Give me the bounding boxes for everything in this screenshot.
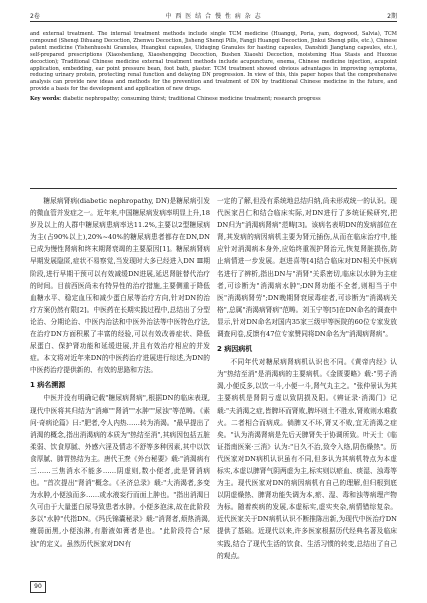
etiology-paragraph: 不同年代对糖尿病肾病机认识也不同。《黄帝内经》认为"热结至消"是消渴病的主要病机。《金匮要略》载:"男子消渴,小便反多,以饮一斗,小便一斗,肾气丸主之。"张仲景认为其主要病机是肾阴亏虚以致阴损及阳。《辨证录·消渴门》记载:"夫消渴之症,皆脾坏而肾败,脾坏则土不胜水,肾败则水难救火。二者相合而病成。倘脾又不坏,肾又不败,宜无消渴之症矣。"认为消渴肾病是先后天脾肾失于协调所致。叶天士《临证指南医案·三消》认为:"日久不治,致令入络,阴伤燥热"。历代医家对DN病机认识虽有不同,但多认为其病机特点为本虚标实,本虚以脾肾气阴两虚为主,标实则以瘀血、痰湿、浊毒等为主。现代医家对DN的病因病机有自己的理解,但归根到底以阴虚燥热、脾肾功能失调为本,瘀、湿、毒和浊等病理产物为标。随着疾病的发展,本虚标实,虚实夹杂,病情错综复杂。近代医家关于DN病机认识不断推陈出新,为现代中医治疗DN提供了基础。近现代以来,许多医家根据历代经典名著及临床实践,结合了现代生活的饮食、生活习惯的转变,总结出了自己的观点。 <box>217 358 397 560</box>
section-rule <box>30 188 397 189</box>
left-column <box>30 195 210 550</box>
intro-paragraph: 糖尿病肾病(diabetic nephropathy, DN)是糖尿病引发的微血管并发症之一。近年来,中国糖尿病发病率明显上升,18岁及以上的人群中糖尿病患病率达11.2%,主要以2型糖尿病为主(占90%以上),20%~40%的糖尿病患者都存在DN,DN已成为慢性肾病和终末期肾衰竭的主要原因[1]。糖尿病肾病早期发展隐匿,症状不易察觉,当发现时大多已经进入DN Ⅲ期阶段,进行早期干预可以有效减缓DN进展,延迟肾脏替代治疗的时间。目前西医尚未有特异性的治疗措施,主要侧重于降低血糖水平、稳定血压和减少蛋白尿等治疗方向,针对DN的治疗方案仍然有限[2]。中医药在长期实践过程中,总结出了分型论治、分期论治、中医内治法和中医外治法等中医特色疗法,在治疗DN方面积累了丰富的经验,可以有效改善症状、降低尿蛋白、保护肾功能和延缓进展,并且有效治疗相应的并发症。本文将对近年来DN的中医药治疗进展进行综述,为DN的中医药治疗提供新的、有效的思路和方法。 <box>30 197 210 375</box>
abstract-body: and external treatment. The internal treatment methods include single TCM medicine (Huangqi, Poria, yam, dogwood, Salvia), TCM compound (Shenqi Dihuang Decoction, Zhenwu Decoction, Jisheng Shenqi Pills, Fangji Huangqi Decoction, Jinkui Shenqi pills, etc.), Chinese patent medicine (Yishenhuoshi Granules, Huangkui capsules, Uiduqing Granules for hasting capsules, Danshidi Jiangtang capsules, etc.), self-prepared prescriptions (Xiaoshenfang, Xiaoshengqing Decoction, Bushen Xiaoshi Decoction, moistening Hua Stasis and Huoxue decoction); Traditional Chinese medicine external treatment methods include acupuncture, enema, Chinese medicine injection, acupoint application, embedding, ear point pressure bean, foot bath, plaster. TCM treatment showed obvious advantages in improving symptoms, reducing urinary protein, protecting renal function and delaying DN progression. In view of this, this paper hopes that the comprehensive analysis can provide new ideas and methods for the prevention and treatment of DN by traditional Chinese medicine in the future, and provide a basis for the development and application of new drugs. <box>30 31 397 93</box>
right-column <box>217 195 397 562</box>
header-volume: 2卷 <box>30 13 40 20</box>
english-abstract <box>30 31 397 103</box>
section-heading-etiology: 2 病因病机 <box>217 345 253 354</box>
keywords-line <box>30 96 397 103</box>
header-issue: 2期 <box>387 13 397 20</box>
name-origin-paragraph: 中医并没有明确记载"糖尿病肾病",根据DN的临床表现,现代中医将其归结为"消瘅""肾消""水肿""尿浊"等范畴。《素问·奇病论篇》曰:"肥者,令人内热……转为消渴。"最早提出了消渴的概念,指出消渴病的本质为"热结至消",其病因包括五脏柔弱、饮食厚腻、外感六淫及情志不舒等多种因素,其中以饮食厚腻、肺胃热结为主。唐代王焘《外台秘要》载:"消渴病有三……三焦消水不能多……阴虚则,数小便者,此是肾消病也。"首次提出"肾消"概念。《圣济总录》载:"大消渴者,多变为水肿,小便浊而多……或水液妄行而面上肿也。"指出消渴日久可由于大量蛋白尿导致患者水肿。小便多泡沫,故在此阶段多以"水肿"代指DN。《玛氏锦囊秘录》载:"消肾者,烦热消渴,瘦弱面黑,小便浊淋,有脂液如膏者是也。"此阶段符合"尿浊"的定义。虽然历代医家对DN有 <box>30 394 210 548</box>
continued-paragraph: 一定的了解,但没有系统地总结归纳,尚未形成统一的认识。现代医家吕仁和结合临床实际,对DN进行了多统证候研究,把DN归为"消渴病肾病"范畴[3]。该病名表明DN的发病部位在肾,其发病的病因病机主要为肾元插伤,从而在临床治疗中,能应针对消渴病本身外,应始终重视护肾治元,恢复肾脏损伤,防止病情进一步发展。赵进喜等[4]结合临床对DN相关中医病名进行了辨析,指出DN与"消肾"关系密切,临床以水肿为主症者,可诊断为"消渴病水肿";DN肾功能不全者,则相当于中医"消渴病肾劳";DN晚期肾衰尿毒症者,可诊断为"消渴病关格",总属"消渴病肾病"范畴。刘玉宁等[5]在DN命名的调查中显示,针对DN命名对国内35家三级甲等医院的60位专家发放调查问卷,反馈有47位专家赞同将DN命名为"消渴病肾病"。 <box>217 197 397 339</box>
header-rule <box>30 21 397 22</box>
keywords-label: Key words: <box>30 96 62 103</box>
header-journal-title: 中 西 医 结 合 慢 性 病 杂 志 <box>165 13 262 20</box>
section-heading-name-origin: 1 病名溯源 <box>30 381 66 390</box>
keywords-text: diabetic nephropathy; consuming thirst; traditional Chinese medicine treatment; research progress <box>61 96 321 103</box>
page-number: 90 <box>30 581 46 593</box>
